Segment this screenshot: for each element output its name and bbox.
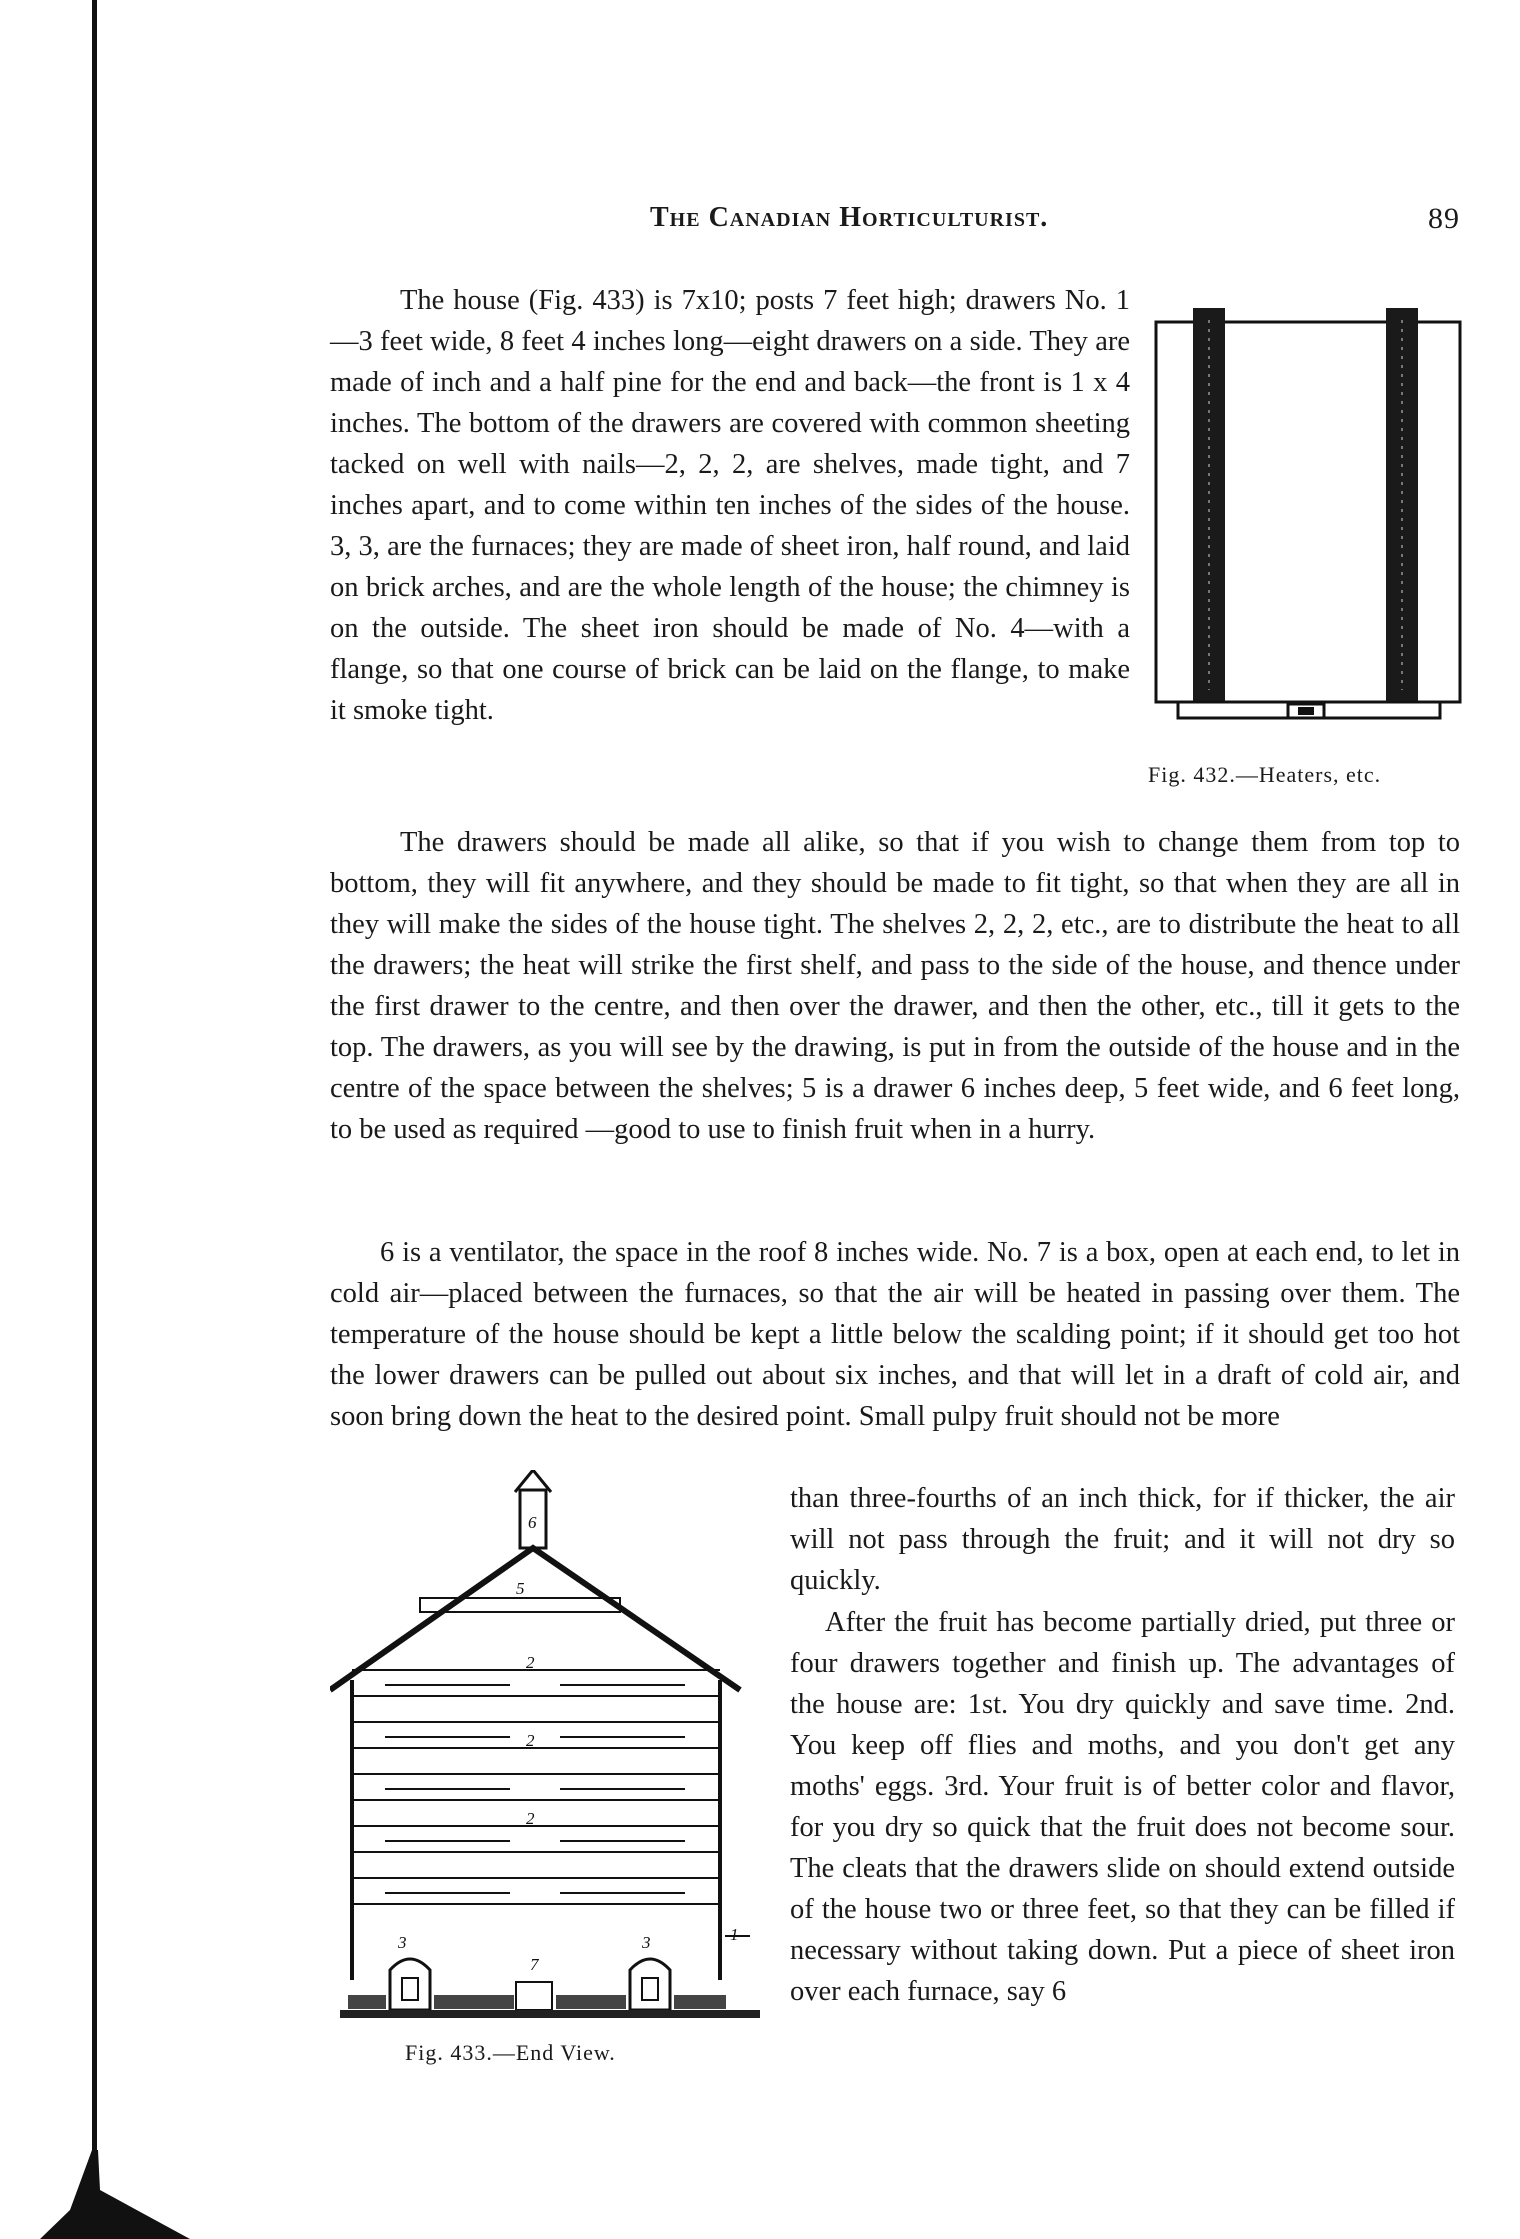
running-header [330,202,1460,242]
furnace-arch-right [630,1959,670,2010]
figure-433-caption: Fig. 433.—End View. [405,2040,616,2065]
paragraph-3: 6 is a ventilator, the space in the roof 8 inches wide. No. 7 is a box, open at each end, to let in cold air—placed between the furnaces, so that the air will be heated in passing over them. The temperature of the house should be kept a little below the scalding point; if it should get too hot the lower drawers can be pulled out about six inches, and that will let in a draft of cold air, and soon bring down the heat to the desired point. Small pulpy fruit should not be more [330,1237,1460,1432]
paragraph-2: The drawers should be made all alike, so that if you wish to change them from top to bottom, they will fit anywhere, and they should be made to fit tight, so that when they are all in they will make the sides of the house tight. The shelves 2, 2, 2, etc., are to distribute the heat to all the drawers; the heat will strike the first shelf, and pass to the side of the house, and thence under the first drawer to the centre, and then over the drawer, and then the other, etc., till it gets to the top. The drawers, as you will see by the drawing, is put in from the outside of the house and in the centre of the space between the shelves; 5 is a drawer 6 inches deep, 5 feet wide, and 6 feet long, to be used as required —good to use to finish fruit when in a hurry. [330,827,1460,1145]
journal-title: The Canadian Horticulturist. [650,202,1049,233]
label-drawer: 5 [516,1579,525,1598]
label-box: 7 [530,1955,539,1974]
label-ventilator: 6 [528,1513,537,1532]
roof [330,1548,740,1690]
ground-line [340,2010,760,2018]
label-furnace-right: 3 [642,1933,651,1952]
label-furnace-left: 3 [398,1933,407,1952]
label-side-mark: 1 [730,1925,739,1944]
paragraph-1: The house (Fig. 433) is 7x10; posts 7 feet high; drawers No. 1—3 feet wide, 8 feet 4 inches long—eight drawers on a side. They are made of inch and a half pine for the end and back—the front is 1 x 4 inches. The bottom of the drawers are covered with common sheeting tacked on well with nails—2, 2, 2, are shelves, made tight, and 7 inches apart, and to come within ten inches of the sides of the house. 3, 3, are the furnaces; they are made of sheet iron, half round, and laid on brick arches, and are the whole length of the house; the chimney is on the outside. The sheet iron should be made of No. 4—with a flange, so that one course of brick can be laid on the flange, to make it smoke tight. [330,285,1130,726]
cold-air-box-7 [516,1982,552,2010]
paragraph-4: than three-fourths of an inch thick, for if thicker, the air will not pass through the fruit; and it will not dry so quickly. [790,1483,1455,1596]
paragraph-5: After the fruit has become partially dried, put three or four drawers together and finish up. The advantages of the house are: 1st. You dry quickly and save time. 2nd. You keep off flies and moths, and you don't get any moths' eggs. 3rd. Your fruit is of better color and flavor, for you dry so quick that the fruit does not become sour. The cleats that the drawers slide on should extend outside of the house two or three feet, so that they can be filled if necessary without taking down. Put a piece of sheet iron over each furnace, say 6 [790,1607,1455,2007]
label-shelf-mid: 2 [526,1731,535,1750]
page-number: 89 [1428,202,1460,235]
binding-line [92,0,97,2239]
binding-shadow [40,2150,190,2239]
furnace-arch-left [390,1959,430,2010]
figure-433-end-view [330,1470,770,2030]
figure-432-heaters [1148,300,1468,730]
label-shelf-top: 2 [526,1653,535,1672]
figure-432-caption: Fig. 432.—Heaters, etc. [1148,762,1382,787]
label-shelf-low: 2 [526,1809,535,1828]
